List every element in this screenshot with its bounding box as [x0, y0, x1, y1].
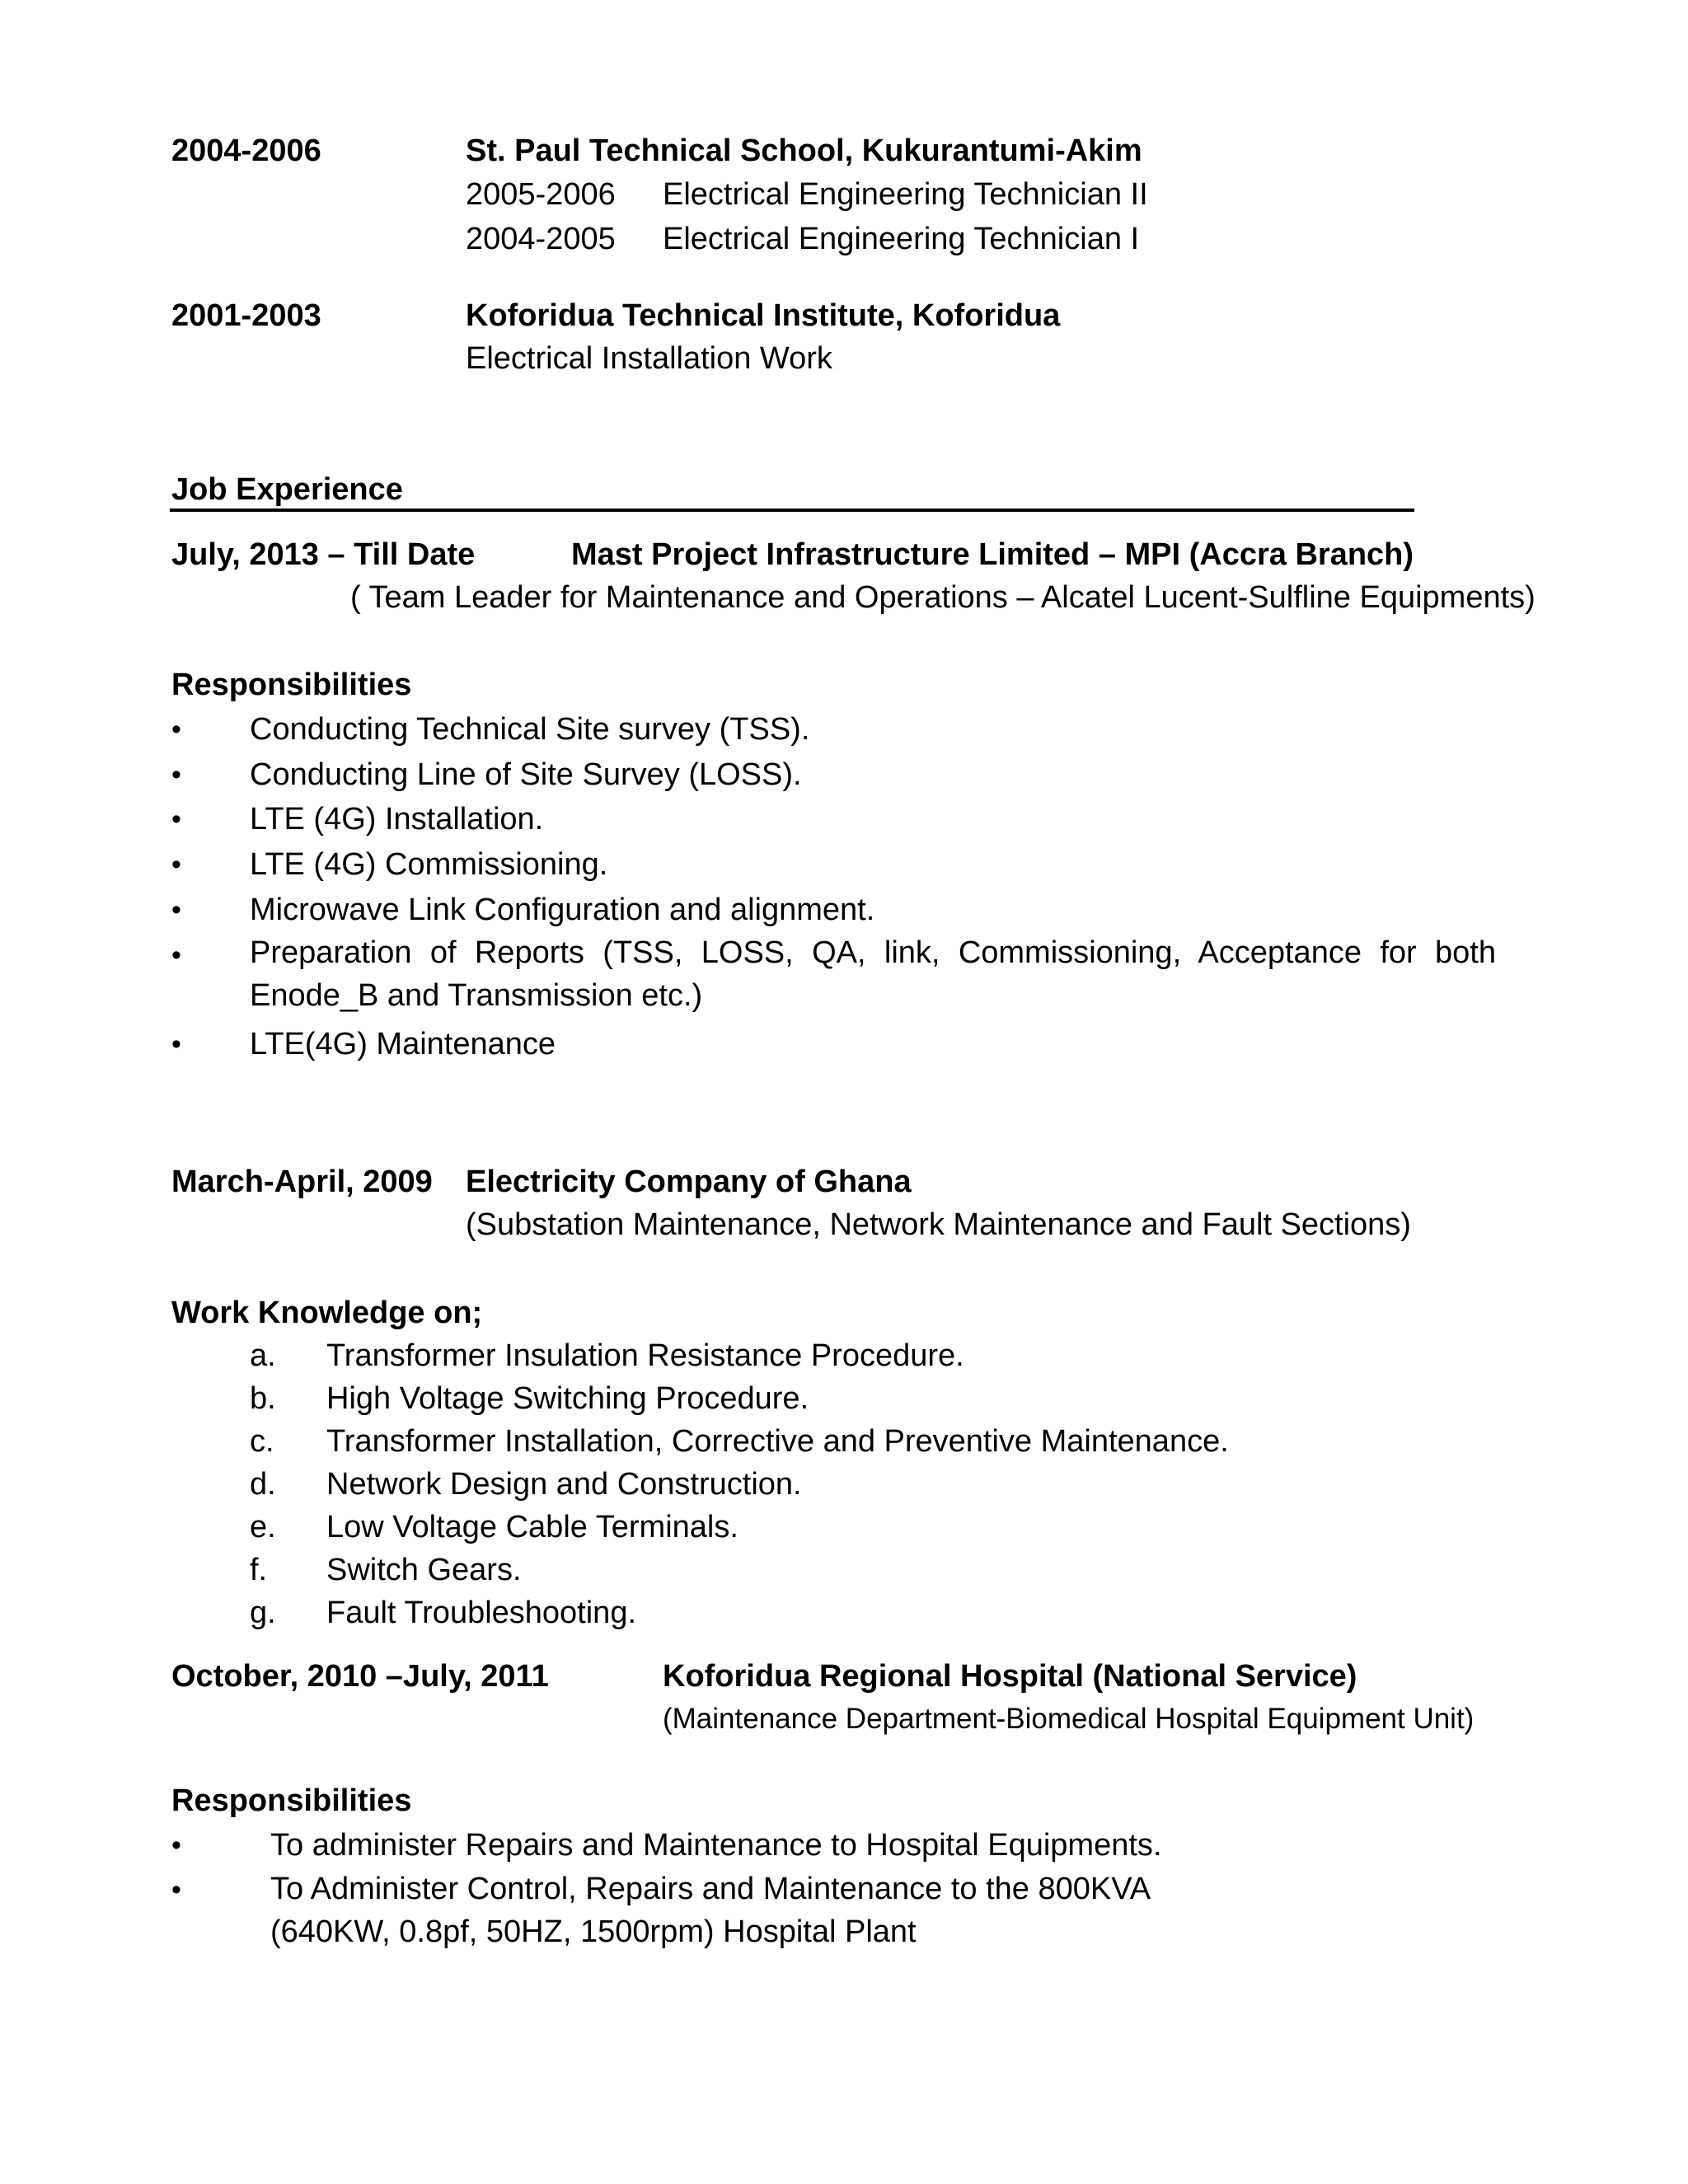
list-item: Transformer Installation, Corrective and Preventive Maintenance.: [326, 1424, 1229, 1459]
list-item: Network Design and Construction.: [326, 1467, 802, 1502]
education-level-years: 2004-2005: [466, 222, 616, 256]
bullet-marker: •: [171, 759, 181, 790]
list-item: Preparation of Reports (TSS, LOSS, QA, link, Commissioning, Acceptance for both Enode_B and Transmission etc.): [250, 935, 1496, 1013]
list-item: Transformer Insulation Resistance Procedure.: [326, 1338, 964, 1373]
job-role: (Maintenance Department-Biomedical Hospital Equipment Unit): [663, 1703, 1475, 1735]
education-institution: Koforidua Technical Institute, Koforidua: [466, 298, 1061, 333]
list-item: LTE (4G) Installation.: [250, 802, 544, 837]
bullet-marker: •: [171, 1029, 181, 1060]
job-employer: Electricity Company of Ghana: [466, 1165, 912, 1199]
education-institution: St. Paul Technical School, Kukurantumi-Akim: [466, 134, 1142, 168]
education-level-years: 2005-2006: [466, 177, 616, 212]
list-item: High Voltage Switching Procedure.: [326, 1381, 809, 1416]
list-heading-work-knowledge: Work Knowledge on;: [171, 1296, 483, 1330]
bullet-marker: •: [171, 894, 181, 926]
job-role: ( Team Leader for Maintenance and Operations – Alcatel Lucent-Sulfline Equipments): [350, 580, 1536, 615]
education-level-title: Electrical Engineering Technician I: [663, 222, 1140, 256]
list-heading-responsibilities: Responsibilities: [171, 668, 412, 702]
section-heading-job-experience: Job Experience: [171, 472, 403, 507]
bullet-marker: •: [171, 849, 181, 880]
job-employer: Koforidua Regional Hospital (National Service): [663, 1659, 1357, 1694]
bullet-marker: •: [171, 940, 181, 971]
job-role: (Substation Maintenance, Network Maintenance and Fault Sections): [466, 1207, 1411, 1242]
list-marker: c.: [250, 1424, 274, 1459]
education-years: 2004-2006: [171, 134, 321, 168]
job-employer: Mast Project Infrastructure Limited – MPI (Accra Branch): [571, 537, 1414, 572]
list-marker: g.: [250, 1596, 276, 1630]
bullet-marker: •: [171, 1874, 181, 1905]
list-marker: a.: [250, 1338, 276, 1373]
list-item: Low Voltage Cable Terminals.: [326, 1510, 738, 1544]
job-period: March-April, 2009: [171, 1165, 433, 1199]
list-item: LTE (4G) Commissioning.: [250, 847, 608, 882]
section-underline: [170, 509, 1414, 512]
list-item: Fault Troubleshooting.: [326, 1596, 637, 1630]
education-course: Electrical Installation Work: [466, 341, 832, 376]
list-item: Conducting Line of Site Survey (LOSS).: [250, 757, 802, 792]
education-years: 2001-2003: [171, 298, 321, 333]
bullet-marker: •: [171, 714, 181, 745]
list-marker: d.: [250, 1467, 276, 1502]
list-item: To administer Repairs and Maintenance to Hospital Equipments.: [270, 1828, 1162, 1863]
education-level-title: Electrical Engineering Technician II: [663, 177, 1148, 212]
list-marker: b.: [250, 1381, 276, 1416]
bullet-marker: •: [171, 804, 181, 835]
list-marker: e.: [250, 1510, 276, 1544]
list-item: Microwave Link Configuration and alignment.: [250, 893, 875, 927]
bullet-marker: •: [171, 1830, 181, 1861]
list-item: LTE(4G) Maintenance: [250, 1027, 556, 1062]
job-period: October, 2010 –July, 2011: [171, 1659, 549, 1694]
list-item: To Administer Control, Repairs and Maintenance to the 800KVA (640KW, 0.8pf, 50HZ, 1500rpm) Hospital Plant: [270, 1872, 1150, 1949]
list-item: Switch Gears.: [326, 1553, 522, 1587]
list-item: Conducting Technical Site survey (TSS).: [250, 712, 810, 747]
list-marker: f.: [250, 1553, 268, 1587]
job-period: July, 2013 – Till Date: [171, 537, 476, 572]
list-heading-responsibilities: Responsibilities: [171, 1783, 412, 1818]
